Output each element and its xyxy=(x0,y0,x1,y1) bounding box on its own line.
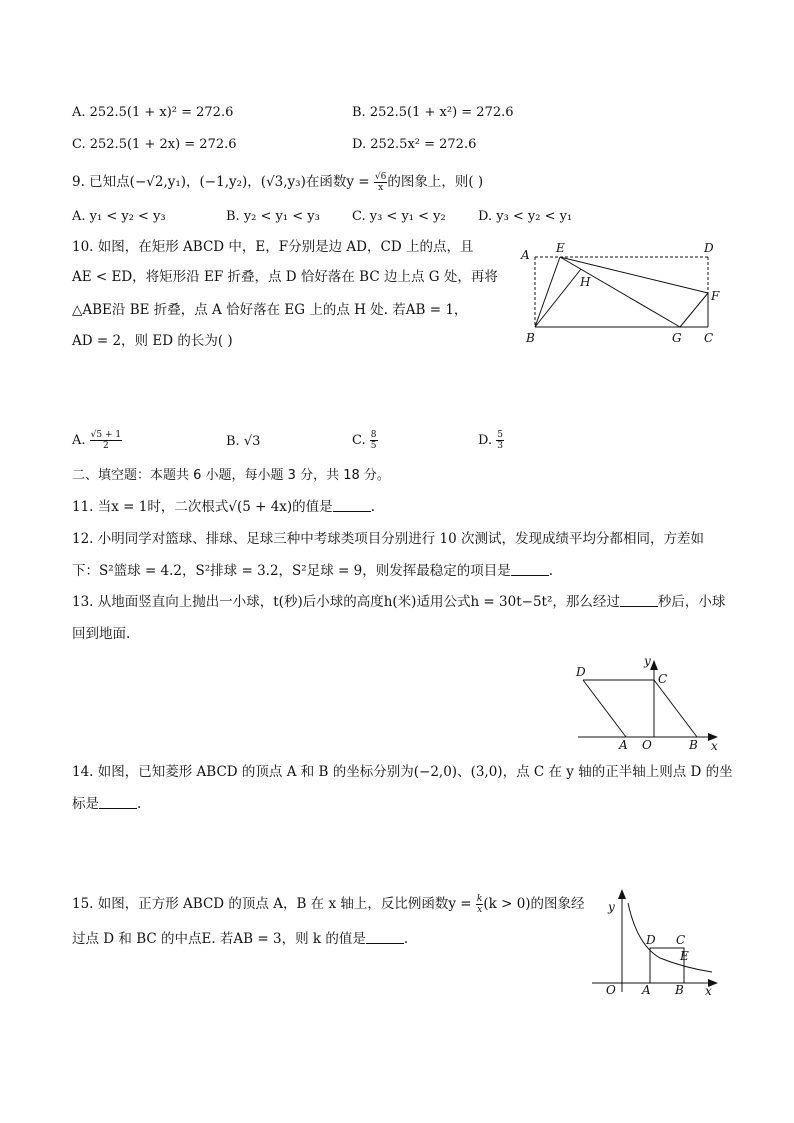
q10-option-c-num: 8 xyxy=(370,430,377,440)
q13-text-end: 秒后，小球 xyxy=(657,594,726,610)
q8-option-d: D. 252.5x² = 272.6 xyxy=(352,137,477,152)
fig15-label-e: E xyxy=(680,949,689,963)
q10-line-1: 10. 如图，在矩形 ABCD 中，E，F分别是边 AD，CD 上的点，且 xyxy=(72,239,474,255)
fig10-label-f: F xyxy=(711,289,720,303)
fig14-label-c: C xyxy=(658,672,668,686)
q14-text: 标是 xyxy=(72,796,99,812)
q13-line-2: 回到地面. xyxy=(72,626,131,642)
q8-option-b: B. 252.5(1 + x²) = 272.6 xyxy=(352,105,514,120)
fig14-label-y: y xyxy=(644,654,651,668)
fig10-label-a: A xyxy=(521,248,530,262)
fig15-label-c: C xyxy=(676,933,686,947)
fig10-label-e: E xyxy=(556,241,565,255)
fig10-label-h: H xyxy=(580,275,591,289)
q15-text-2: 过点 D 和 BC 的中点E. 若AB = 3，则 k 的值是 xyxy=(72,931,366,947)
q9-frac-num: √6 xyxy=(374,172,387,182)
q9-option-a: A. y₁ < y₂ < y₃ xyxy=(72,209,166,224)
section-heading-fill-in: 二、填空题：本题共 6 小题，每小题 3 分，共 18 分。 xyxy=(72,468,390,483)
fig10-label-d: D xyxy=(704,241,714,255)
fig15-square-abcd xyxy=(650,948,684,983)
fig14-label-a: A xyxy=(619,738,628,752)
q15-frac-den: x xyxy=(477,905,483,915)
q14-end: . xyxy=(137,796,142,812)
fig15-label-a: A xyxy=(642,983,651,997)
q9-option-d: D. y₃ < y₂ < y₁ xyxy=(478,209,573,224)
fig14-label-d: D xyxy=(576,665,586,679)
q15-text: 15. 如图，正方形 ABCD 的顶点 A，B 在 x 轴上，反比例函数y = xyxy=(72,896,476,912)
q8-option-a: A. 252.5(1 + x)² = 272.6 xyxy=(72,105,234,120)
q12-text: 下：S²篮球 = 4.2，S²排球 = 3.2，S²足球 = 9，则发挥最稳定的项目是 xyxy=(72,563,511,579)
q10-line-4: AD = 2，则 ED 的长为( ) xyxy=(72,333,233,349)
fig15-label-x: x xyxy=(705,984,712,998)
q10-line-2: AE < ED，将矩形沿 EF 折叠，点 D 恰好落在 BC 边上点 G 处，再将 xyxy=(72,269,498,285)
fig14-label-b: B xyxy=(689,738,698,752)
q9-stem-a: 9. 已知点(−√2,y₁)，(−1,y₂)，(√3,y₃)在函数y = xyxy=(72,174,374,190)
q10-option-c-prefix: C. xyxy=(352,433,366,448)
fig14-label-x: x xyxy=(711,739,718,753)
fig15-label-y: y xyxy=(608,900,615,914)
q15-frac-num: k xyxy=(476,894,483,904)
fig14-label-o: O xyxy=(642,738,652,752)
q10-option-a-num: √5 + 1 xyxy=(90,430,122,440)
q13-text: 13. 从地面竖直向上抛出一小球，t(秒)后小球的高度h(米)适用公式h = 30t−5t²，那么经过 xyxy=(72,594,620,610)
q10-option-a-den: 2 xyxy=(103,441,109,451)
q9-option-c: C. y₃ < y₁ < y₂ xyxy=(352,209,446,224)
fig15-label-b: B xyxy=(675,983,684,997)
q12-end: . xyxy=(548,563,553,579)
q10-option-c-den: 5 xyxy=(370,441,377,451)
q11-text: 11. 当x = 1时，二次根式√(5 + 4x)的值是 xyxy=(72,499,333,515)
fig10-label-g: G xyxy=(672,331,682,345)
q10-line-3: △ABE沿 BE 折叠，点 A 恰好落在 EG 上的点 H 处. 若AB = 1， xyxy=(72,302,468,318)
q10-option-d-prefix: D. xyxy=(478,433,493,448)
q12-line-1: 12. 小明同学对篮球、排球、足球三种中考球类项目分别进行 10 次测试，发现成绩平均分都相同，方差如 xyxy=(72,531,705,547)
q10-option-b: B. √3 xyxy=(226,434,261,449)
q8-option-c: C. 252.5(1 + 2x) = 272.6 xyxy=(72,137,237,152)
q9-option-b: B. y₂ < y₁ < y₃ xyxy=(226,209,320,224)
fig10-label-c: C xyxy=(704,331,714,345)
q9-frac-den: x xyxy=(378,183,384,193)
q15-text-b: (k > 0)的图象经 xyxy=(483,896,585,912)
q14-line-1: 14. 如图，已知菱形 ABCD 的顶点 A 和 B 的坐标分别为(−2,0)、(3,0)，点 C 在 y 轴的正半轴上则点 D 的坐 xyxy=(72,764,733,780)
q10-option-d-den: 3 xyxy=(497,441,503,451)
q9-stem-b: 的图象上，则( ) xyxy=(387,174,484,190)
fig15-y-arrow xyxy=(618,889,626,899)
q11-end: . xyxy=(370,499,375,515)
q10-option-a-prefix: A. xyxy=(72,433,86,448)
q10-option-d-num: 5 xyxy=(497,430,503,440)
fig15-label-o: O xyxy=(606,983,616,997)
fig10-label-b: B xyxy=(526,331,535,345)
fig15-hyperbola-curve xyxy=(628,903,712,972)
q15-end: . xyxy=(403,931,409,947)
fig15-label-d: D xyxy=(646,933,656,947)
